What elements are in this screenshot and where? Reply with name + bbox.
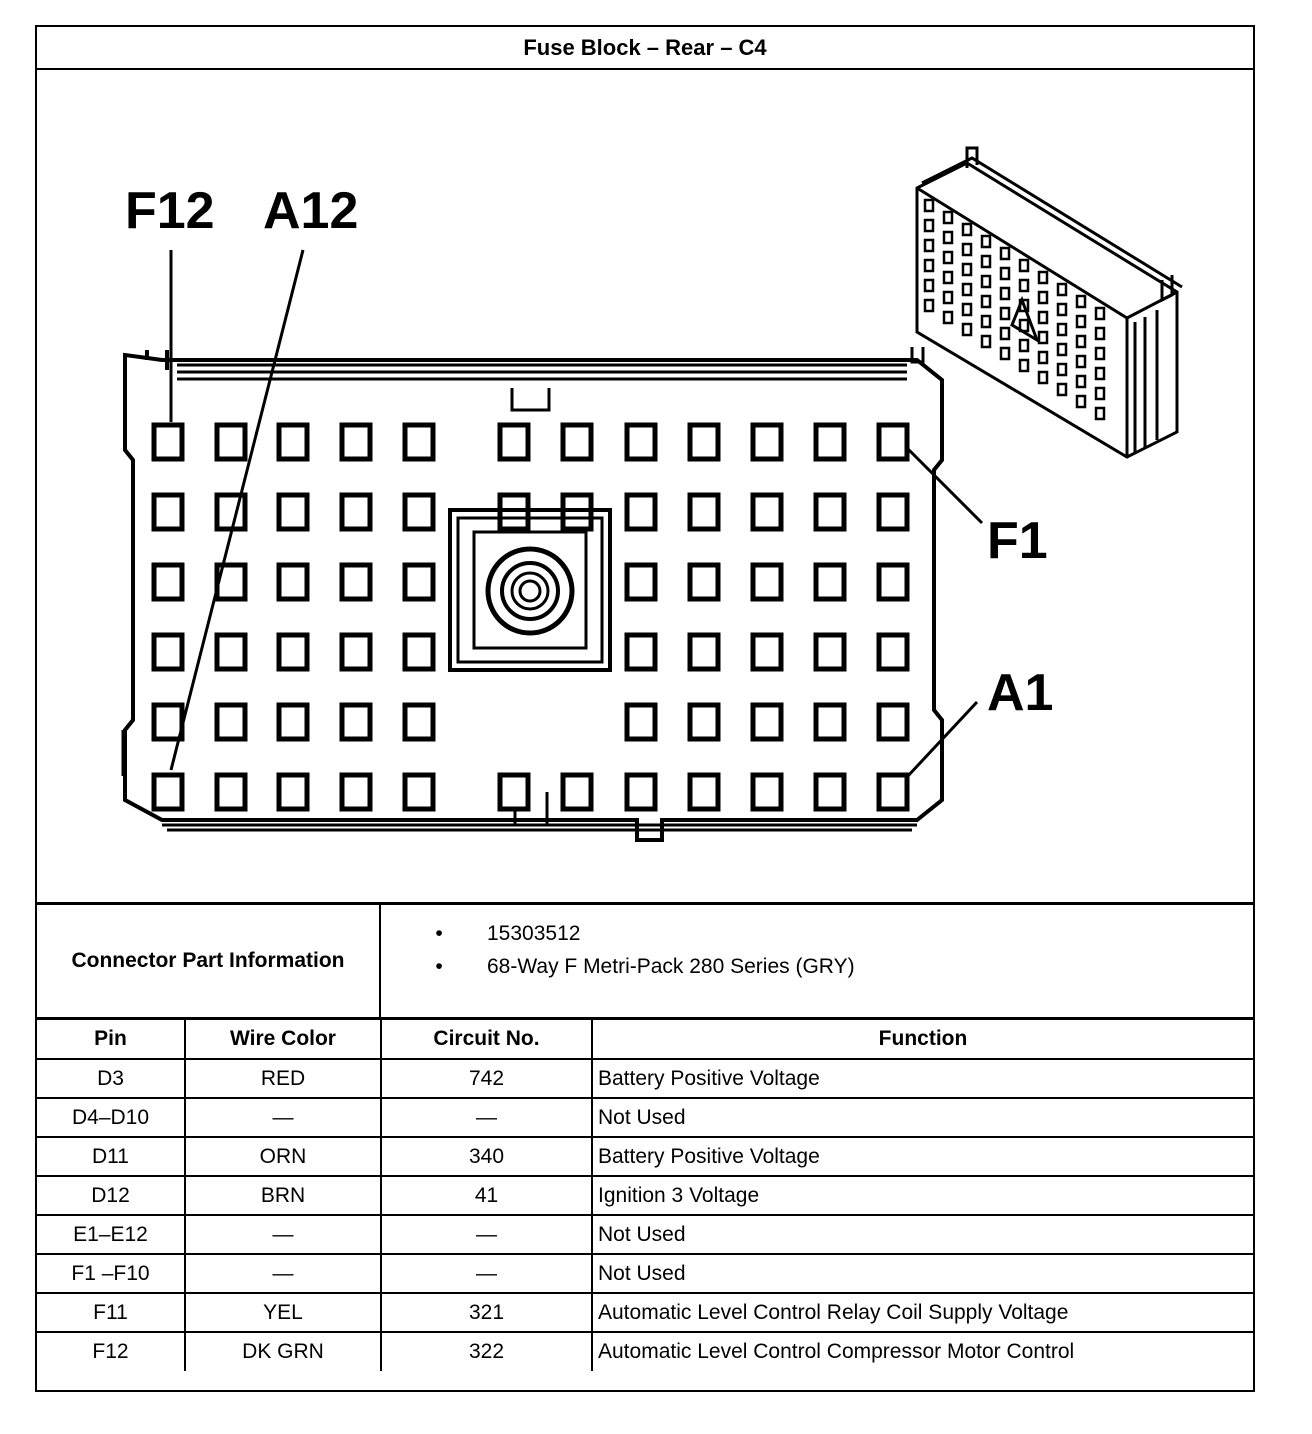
pin-cavity-3d [1039, 312, 1047, 323]
cell-wire-color: ORN [185, 1137, 381, 1176]
pin-cavity [342, 495, 370, 529]
page-title: Fuse Block – Rear – C4 [37, 27, 1253, 70]
pin-cavity [627, 635, 655, 669]
pin-cavity-3d [1039, 352, 1047, 363]
pin-cavity [627, 705, 655, 739]
pin-cavity-3d [1077, 356, 1085, 367]
pin-cavity-3d [944, 212, 952, 223]
pin-cavity-3d [1039, 292, 1047, 303]
cell-wire-color: — [185, 1215, 381, 1254]
header-function: Function [592, 1020, 1253, 1059]
pin-cavity [879, 565, 907, 599]
pin-cavity-3d [1077, 396, 1085, 407]
pin-cavity [690, 425, 718, 459]
pin-cavity-3d [1096, 328, 1104, 339]
pin-cavity-3d [1020, 360, 1028, 371]
pin-cavity [279, 635, 307, 669]
pin-cavity [405, 425, 433, 459]
pin-cavity [690, 775, 718, 809]
pin-cavity-3d [944, 252, 952, 263]
pin-cavity [154, 495, 182, 529]
cell-circuit-no: — [381, 1215, 592, 1254]
table-row [37, 1137, 1253, 1176]
pin-cavity-3d [982, 296, 990, 307]
connector-sheet [35, 25, 1255, 1392]
pin-cavity [753, 425, 781, 459]
callout-f1: F1 [987, 512, 1048, 570]
cell-circuit-no: 41 [381, 1176, 592, 1215]
list-item [429, 950, 855, 983]
callout-f12: F12 [125, 182, 215, 240]
table-row [37, 1293, 1253, 1332]
pin-cavity [753, 635, 781, 669]
cell-wire-color: RED [185, 1059, 381, 1098]
pin-cavity [342, 635, 370, 669]
pin-cavity-3d [925, 300, 933, 311]
pin-cavity-3d [1001, 348, 1009, 359]
pin-cavity [627, 775, 655, 809]
pin-cavity [500, 425, 528, 459]
pin-cavity-3d [982, 256, 990, 267]
pin-cavity-3d [982, 316, 990, 327]
cell-circuit-no: 340 [381, 1137, 592, 1176]
pin-cavity-3d [1001, 328, 1009, 339]
pin-cavity-3d [1077, 376, 1085, 387]
cell-function: Not Used [592, 1215, 1253, 1254]
pin-cavity [279, 495, 307, 529]
pin-cavity [816, 425, 844, 459]
pin-cavity-3d [1058, 364, 1066, 375]
pin-cavity-3d [1096, 308, 1104, 319]
pin-cavity-3d [982, 276, 990, 287]
cell-function: Ignition 3 Voltage [592, 1176, 1253, 1215]
pin-cavity-3d [1001, 248, 1009, 259]
pin-cavity [690, 495, 718, 529]
pin-cavity [879, 495, 907, 529]
pin-cavity [405, 635, 433, 669]
pin-cavity [217, 775, 245, 809]
pin-cavity-3d [1020, 260, 1028, 271]
table-row [37, 1176, 1253, 1215]
cell-wire-color: — [185, 1254, 381, 1293]
pin-cavity-3d [1020, 280, 1028, 291]
pin-cavity-3d [1039, 372, 1047, 383]
cell-pin: F12 [37, 1332, 185, 1371]
header-circuit-no: Circuit No. [381, 1020, 592, 1059]
cell-function: Not Used [592, 1254, 1253, 1293]
pin-cavity-3d [944, 232, 952, 243]
cell-pin: F1 –F10 [37, 1254, 185, 1293]
pin-cavity-3d [1058, 344, 1066, 355]
cell-circuit-no: 742 [381, 1059, 592, 1098]
callout-a12: A12 [263, 182, 359, 240]
list-item [429, 917, 855, 950]
pin-cavity-3d [1058, 384, 1066, 395]
pin-cavity [879, 425, 907, 459]
pin-cavity [154, 635, 182, 669]
pin-cavity [816, 705, 844, 739]
pin-cavity [405, 775, 433, 809]
pin-cavity-3d [963, 264, 971, 275]
pin-cavity-3d [1077, 336, 1085, 347]
pin-cavity [690, 565, 718, 599]
connector-part-info-label: Connector Part Information [37, 905, 381, 1017]
callout-a1: A1 [987, 664, 1054, 722]
cell-function: Not Used [592, 1098, 1253, 1137]
pin-cavity [154, 705, 182, 739]
pin-cavity-3d [1001, 308, 1009, 319]
pin-cavity [816, 495, 844, 529]
pin-cavity [279, 705, 307, 739]
pin-cavity [405, 705, 433, 739]
pin-cavity [879, 705, 907, 739]
connector-description: 68-Way F Metri-Pack 280 Series (GRY) [487, 955, 855, 978]
cell-function: Battery Positive Voltage [592, 1059, 1253, 1098]
pin-cavity-3d [1001, 268, 1009, 279]
pin-cavity [753, 775, 781, 809]
connector-part-info-list [429, 917, 855, 983]
pin-cavity-3d [1001, 288, 1009, 299]
cell-function: Automatic Level Control Compressor Motor Control [592, 1332, 1253, 1371]
center-bolt-boss [450, 510, 610, 670]
cell-wire-color: — [185, 1098, 381, 1137]
table-header-row [37, 1020, 1253, 1059]
cell-function: Battery Positive Voltage [592, 1137, 1253, 1176]
pin-cavity [405, 565, 433, 599]
pin-cavity-3d [1058, 324, 1066, 335]
bullet-icon: • [435, 922, 443, 945]
pin-cavity-3d [925, 220, 933, 231]
header-pin: Pin [37, 1020, 185, 1059]
pin-cavity-3d [925, 280, 933, 291]
connector-diagram [37, 70, 1253, 902]
pin-cavity [500, 775, 528, 809]
pin-cavity [279, 425, 307, 459]
header-wire-color: Wire Color [185, 1020, 381, 1059]
pin-cavity-3d [963, 224, 971, 235]
cell-pin: F11 [37, 1293, 185, 1332]
cell-wire-color: BRN [185, 1176, 381, 1215]
pin-cavity [753, 705, 781, 739]
pin-cavity [217, 705, 245, 739]
pin-cavity [690, 635, 718, 669]
pin-cavity-3d [944, 312, 952, 323]
cell-function: Automatic Level Control Relay Coil Supply Voltage [592, 1293, 1253, 1332]
pin-cavity [342, 425, 370, 459]
pin-cavity-3d [925, 240, 933, 251]
pin-cavity [154, 565, 182, 599]
pin-cavity-3d [944, 272, 952, 283]
pin-cavity [342, 775, 370, 809]
pin-cavity [563, 775, 591, 809]
pin-cavity-3d [925, 200, 933, 211]
table-row [37, 1332, 1253, 1371]
pin-cavity [690, 705, 718, 739]
cell-pin: D3 [37, 1059, 185, 1098]
connector-part-information [37, 902, 1253, 1020]
connector-3d-view [917, 148, 1182, 457]
cell-pin: E1–E12 [37, 1215, 185, 1254]
pin-cavity [154, 775, 182, 809]
cell-circuit-no: 321 [381, 1293, 592, 1332]
pin-cavity [753, 565, 781, 599]
pin-cavity [342, 705, 370, 739]
pin-cavity-3d [1020, 340, 1028, 351]
pin-cavity [217, 635, 245, 669]
pin-cavity [342, 565, 370, 599]
leader-f1 [907, 448, 982, 523]
cell-wire-color: YEL [185, 1293, 381, 1332]
pin-cavity-3d [963, 284, 971, 295]
pin-cavity [753, 495, 781, 529]
pin-cavity [816, 565, 844, 599]
pin-table [37, 1020, 1253, 1371]
pin-cavity-3d [1039, 332, 1047, 343]
pin-cavity [879, 635, 907, 669]
pin-cavity-3d [1077, 316, 1085, 327]
pin-cavity-3d [1058, 304, 1066, 315]
pin-cavity-3d [1096, 408, 1104, 419]
table-row [37, 1254, 1253, 1293]
cell-pin: D4–D10 [37, 1098, 185, 1137]
pin-cavity-3d [963, 304, 971, 315]
table-row [37, 1098, 1253, 1137]
cell-pin: D12 [37, 1176, 185, 1215]
table-row [37, 1059, 1253, 1098]
part-number: 15303512 [487, 922, 581, 945]
pin-cavity-3d [1039, 272, 1047, 283]
pin-cavity [627, 495, 655, 529]
pin-cavity [627, 565, 655, 599]
cell-pin: D11 [37, 1137, 185, 1176]
cell-wire-color: DK GRN [185, 1332, 381, 1371]
pin-cavity [154, 425, 182, 459]
pin-cavity [627, 425, 655, 459]
cell-circuit-no: — [381, 1098, 592, 1137]
pin-cavity-3d [982, 236, 990, 247]
pin-cavity [405, 495, 433, 529]
pin-cavity-3d [1077, 296, 1085, 307]
pin-cavity-3d [1096, 388, 1104, 399]
pin-cavity-3d [1058, 284, 1066, 295]
pin-cavity [279, 775, 307, 809]
pin-cavity-3d [925, 260, 933, 271]
pin-cavity [279, 565, 307, 599]
pin-cavity-3d [1096, 368, 1104, 379]
pin-cavity-3d [982, 336, 990, 347]
pin-cavity-3d [1096, 348, 1104, 359]
pin-cavity [816, 775, 844, 809]
bullet-icon: • [435, 955, 443, 978]
connector-3d-pins [925, 200, 1104, 419]
pin-cavity-3d [963, 244, 971, 255]
pin-cavity-3d [963, 324, 971, 335]
table-row [37, 1215, 1253, 1254]
pin-cavity [879, 775, 907, 809]
cell-circuit-no: 322 [381, 1332, 592, 1371]
pin-cavity [816, 635, 844, 669]
pin-cavity [563, 425, 591, 459]
cell-circuit-no: — [381, 1254, 592, 1293]
pin-cavity-3d [944, 292, 952, 303]
pin-cavity [217, 425, 245, 459]
